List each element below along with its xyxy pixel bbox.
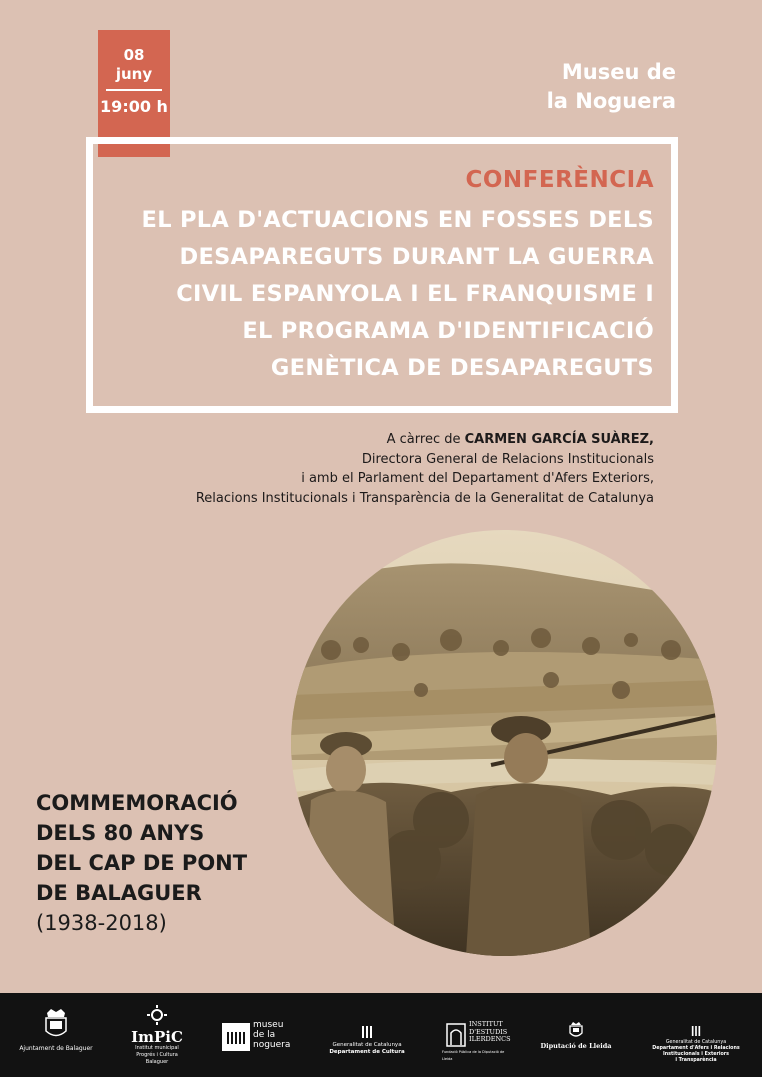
logo-ajuntament [18, 1007, 94, 1052]
venue-title [547, 58, 676, 116]
speaker-line-1 [196, 430, 654, 450]
museu-word-3: noguera [253, 1040, 291, 1050]
exteriors-line-2: Departament d'Afers i Relacions [652, 1046, 740, 1051]
exteriors-line-4: i Transparència [675, 1058, 717, 1063]
speaker-info [196, 430, 654, 508]
speaker-intro: A càrrec de [386, 432, 461, 447]
balaguer-coat-of-arms-icon [43, 1007, 69, 1041]
sponsor-footer [0, 993, 762, 1077]
iei-subtitle: Fundació Pública de la Diputació de Lleida [442, 1050, 505, 1061]
title-line: EL PROGRAMA D'IDENTIFICACIÓ [242, 318, 654, 344]
conference-title [94, 202, 654, 387]
speaker-line-2: Directora General de Relacions Institucionals [361, 451, 654, 467]
cultura-line-1: Generalitat de Catalunya [332, 1042, 402, 1048]
conference-label: CONFERÈNCIA [465, 167, 654, 193]
exteriors-line-3: Institucionals i Exteriors [662, 1052, 730, 1057]
title-line: CIVIL ESPANYOLA I EL FRANQUISME I [176, 281, 654, 307]
logo-dept-exteriors [644, 1021, 748, 1064]
speaker-name: CARMEN GARCÍA SUÀREZ, [464, 432, 654, 447]
impic-subtitle: Institut municipal Progrés i Cultura Balaguer [135, 1045, 179, 1065]
ajuntament-label: Ajuntament de Balaguer [19, 1045, 93, 1052]
commemoration-years: (1938-2018) [36, 911, 167, 935]
date-divider [106, 89, 162, 91]
iei-word-2: D'ESTUDIS [469, 1027, 508, 1036]
generalitat-emblem-icon [361, 1026, 373, 1038]
logo-dept-cultura [322, 1023, 412, 1056]
historic-photo [291, 530, 717, 956]
impic-wordmark: ImPiC [131, 1028, 183, 1046]
date-month: juny [115, 65, 153, 83]
speaker-line-4: Relacions Institucionals i Transparència de la Generalitat de Catalunya [195, 490, 654, 506]
iei-building-icon [446, 1023, 466, 1047]
cultura-line-2: Departament de Cultura [329, 1049, 405, 1055]
logo-impic [122, 1005, 192, 1066]
commemoration-line: DELS 80 ANYS [36, 821, 205, 845]
speaker-line-3: i amb el Parlament del Departament d'Afers Exteriors, [301, 471, 654, 486]
soldiers-trench-illustration [291, 530, 717, 956]
commemoration-line: COMMEMORACIÓ [36, 791, 238, 815]
title-line: DESAPAREGUTS DURANT LA GUERRA [179, 244, 654, 270]
venue-line-1: Museu de [561, 60, 676, 84]
generalitat-emblem-icon [691, 1026, 701, 1036]
diputacio-shield-icon [568, 1021, 584, 1039]
venue-line-2: la Noguera [546, 89, 676, 113]
logo-diputacio [538, 1021, 614, 1050]
diputacio-label: Diputació de Lleida [540, 1042, 612, 1050]
museu-word-2: de la [253, 1030, 276, 1040]
commemoration-line: DEL CAP DE PONT [36, 851, 248, 875]
date-time: 19:00 h [100, 97, 168, 116]
museu-bars-icon [222, 1023, 250, 1051]
iei-wordmark [469, 1021, 511, 1044]
impic-sun-icon [146, 1005, 168, 1025]
date-day: 08 [123, 46, 145, 64]
museu-wordmark [253, 1020, 290, 1050]
title-line: GENÈTICA DE DESAPAREGUTS [270, 355, 654, 381]
iei-word-3: ILERDENCS [469, 1035, 511, 1043]
exteriors-line-1: Generalitat de Catalunya [665, 1040, 727, 1045]
iei-word-1: INSTITUT [469, 1020, 503, 1028]
commemoration-text [36, 788, 247, 938]
museu-word-1: museu [253, 1020, 284, 1030]
title-line: EL PLA D'ACTUACIONS EN FOSSES DELS [141, 207, 654, 233]
commemoration-line: DE BALAGUER [36, 881, 202, 905]
